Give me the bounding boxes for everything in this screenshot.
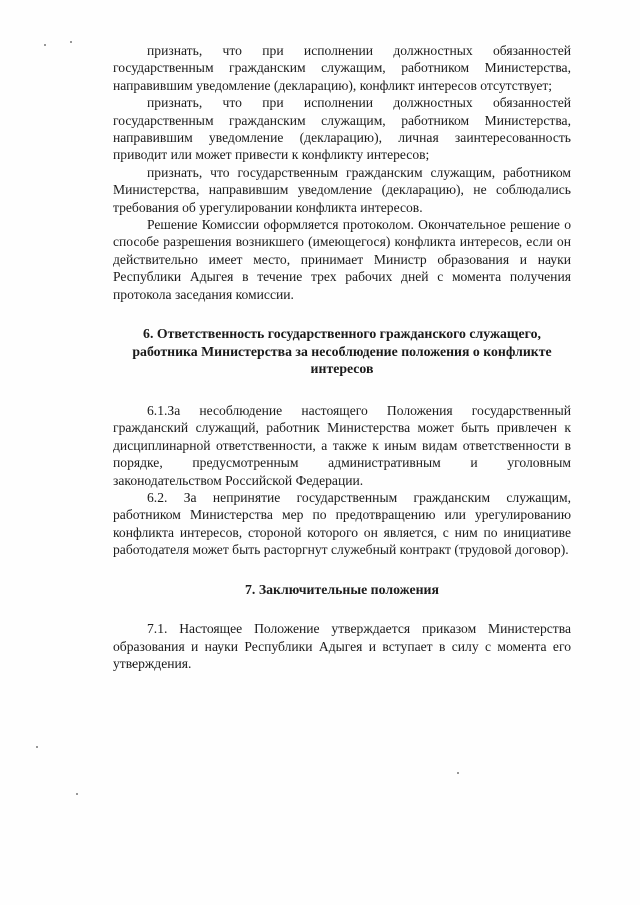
scan-speck [457, 772, 459, 774]
paragraph-decision-violation: признать, что государственным гражданским служащим, работником Министерства, направившим уведомление (декларацию), не соблюдались требования об урегулировании конфликта интересов. [113, 164, 571, 215]
paragraph-commission-decision: Решение Комиссии оформляется протоколом. Окончательное решение о способе разрешения возникшего (имеющегося) конфликта интересов, если он действительно имеет место, принимает Министр образования и науки Республики Адыгея в течение трех рабочих дней с момента получения протокола заседания комиссии. [113, 217, 571, 302]
scan-speck [70, 41, 72, 43]
scan-speck [44, 44, 46, 46]
scan-speck [76, 793, 78, 795]
paragraph-7-1: 7.1. Настоящее Положение утверждается приказом Министерства образования и науки Республики Адыгея и вступает в силу с момента его утверждения. [113, 621, 571, 671]
paragraph-6-1: 6.1.За несоблюдение настоящего Положения государственный гражданский служащий, работник Министерства может быть привлечен к дисциплинарной ответственности, а также к иным видам ответственности в порядке, предусмотренным административным и уголовным законодательством Российской Федерации. [113, 402, 571, 488]
paragraph-decision-conflict: признать, что при исполнении должностных обязанностей государственным гражданским служащим, работником Министерства, направившим уведомление (декларацию), личная заинтересованность приводит или может привести к конфликту интересов; [113, 95, 571, 163]
paragraph-6-2: 6.2. За непринятие государственным гражданским служащим, работником Министерства мер по предотвращению или урегулированию конфликта интересов, стороной которого он является, с ним по инициативе работодателя может быть расторгнут служебный контракт (трудовой договор). [113, 489, 571, 558]
section-6-heading: 6. Ответственность государственного гражданского служащего, работника Министерства за несоблюдение положения о конфликте интересов [132, 326, 552, 377]
paragraph-decision-no-conflict: признать, что при исполнении должностных обязанностей государственным гражданским служащим, работником Министерства, направившим уведомление (декларацию), конфликт интересов отсутствует; [113, 43, 571, 93]
scan-speck [36, 746, 38, 748]
document-body [113, 42, 571, 672]
section-7-heading: 7. Заключительные положения [245, 581, 439, 597]
